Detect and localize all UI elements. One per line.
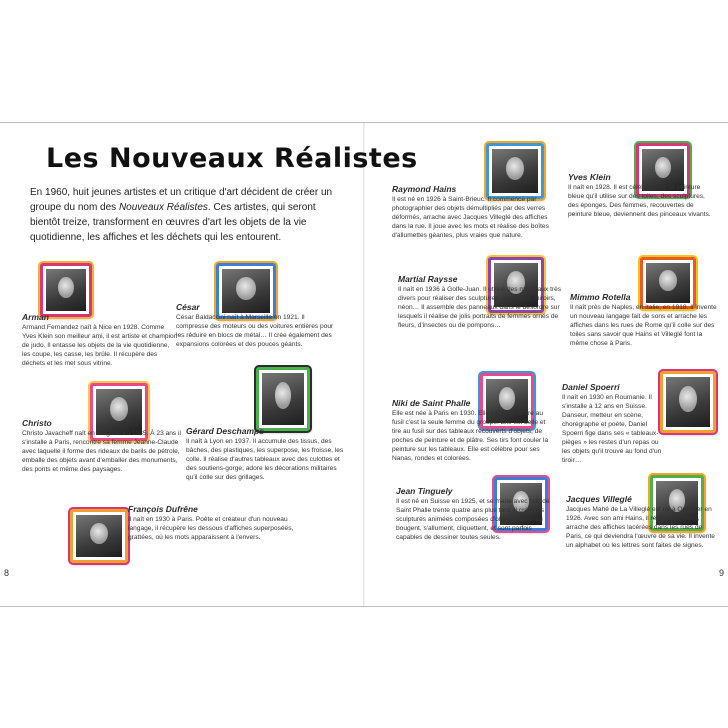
artist-entry-raysse: Martial Raysse Il naît en 1936 à Golfe-Juan. Il utilise des matériaux très divers pour réaliser des sculptures : plastique, miroirs, néon… Il assemble des panneaux dans le désordre sur lesquels il réalise de jolis portraits de femmes ornés de fleurs, d'insectes ou de pompons…	[398, 274, 562, 329]
page-title: Les Nouveaux Réalistes	[46, 143, 418, 174]
book-spread	[0, 122, 728, 607]
portrait-photo	[76, 515, 122, 557]
portrait-face	[110, 397, 128, 421]
portrait-photo	[46, 269, 86, 311]
artist-entry-tinguely: Jean Tinguely Il est né en Suisse en 1925, et se marie avec Niki de Saint Phalle trente quatre ans plus tard. Il crée des sculptures animées composées d'objets divers qui bougent, s'allument, cliquettent, et sont parfois capables de dessiner toutes seules.	[396, 486, 550, 541]
artist-entry-hains: Raymond Hains Il est né en 1926 à Saint-Brieuc. Il commence par photographier des objets démultipliés par des verres déformés, arrache avec Jacques Villeglé des affiches dans la rue. Il joue avec les mots et réalise des boîtes d'allumettes géantes, plus vraies que nature.	[392, 184, 549, 239]
artist-entry-cesar: César César Baldaccini naît à Marseille en 1921. Il compresse des moteurs ou des voitures entières pour les réduire en blocs de métal… Il crée également des expansions colorées et des pouces géants.	[176, 302, 334, 348]
arman-portrait	[40, 263, 92, 317]
page-number-left: 8	[4, 568, 10, 578]
page-gutter	[363, 123, 365, 606]
page-number-right: 9	[718, 568, 724, 578]
portrait-photo	[262, 373, 304, 425]
artist-entry-saint-phalle: Niki de Saint Phalle Elle est née à Paris en 1930. Elle est belle et tire au fusil c'est la seule femme du groupe. Elle est belle et tire au fusil sur des tableaux recouverts d'objets, de poches de peinture et de plâtre. Ses tirs font couler la peinture sur les tableaux. Elle est célèbre pour ses Nanas, rondes et colorées.	[392, 398, 549, 462]
artist-entry-arman: Arman Armand Fernandez naît à Nice en 1928. Comme Yves Klein son meilleur ami, il est artiste et champion de judo. Il entasse les objets de la vie quotidienne, les coupe, les casse, les brûle. Il récupère des déchets et les met sous vitrine.	[22, 312, 178, 367]
intro-paragraph: En 1960, huit jeunes artistes et un critique d'art décident de créer un groupe du nom des Nouveaux Réalistes. Ces artistes, qui seront bientôt treize, transforment en œuvres d'art les objets de la vie quotidienne, les affiches et les déchets qui les entourent.	[30, 187, 333, 243]
portrait-face	[679, 386, 697, 412]
portrait-photo	[666, 377, 710, 427]
artist-entry-klein: Yves Klein Il naît en 1928. Il est célèbre pour sa peinture bleue qu'il utilise sur des toiles, des sculptures, des éponges. Des femmes, recouvertes de peinture bleue, deviennent des pinceaux vivants.	[568, 172, 711, 218]
artist-entry-spoerri: Daniel Spoerri Il naît en 1930 en Roumanie. Il s'installe à 12 ans en Suisse. Danseur, metteur en scène, chorégraphe et poète, Daniel Spoerri fige dans ses « tableaux-pièges » les restes d'un repas ou les objets qu'il trouve au fond d'un tiroir…	[562, 382, 662, 464]
portrait-face	[236, 277, 255, 300]
spoerri-portrait	[660, 371, 716, 433]
artist-entry-villegle: Jacques Villeglé Jacques Mahé de La Villeglé est né à Quimper en 1926. Avec son ami Hains, il réalise ses films, arrache des affiches lacérées dans les rues de Paris, ce qui deviendra l'œuvre de sa vie. Il invente un alphabet où les lettres sont faites de signes.	[566, 494, 715, 549]
artist-entry-rotella: Mimmo Rotella Il naît près de Naples, en Italie, en 1918. Il invente un nouveau langage fait de sons et arrache les affiches dans les rues de Rome qu'il colle sur des toiles sans savoir que Hains et Villeglé font la même chose à Paris.	[570, 292, 717, 347]
deschamps-portrait	[256, 367, 310, 431]
portrait-face	[90, 523, 108, 545]
portrait-face	[506, 157, 524, 180]
artist-entry-dufrene: François Dufrêne Il naît en 1930 à Paris. Poète et créateur d'un nouveau langage, il récupère les dessous d'affiches superposées, grattées, où les mots apparaissent à l'envers.	[128, 504, 294, 541]
portrait-face	[275, 382, 292, 409]
portrait-face	[58, 277, 74, 299]
artist-entry-deschamps: Gérard Deschamps Il naît à Lyon en 1937. Il accumule des tissus, des bâches, des plastiques, les superpose, les froisse, les colle. Il réalise d'autres tableaux avec des culottes et des soutiens-gorge, adore les décorations militaires qu'il colle sur des grillages.	[186, 426, 344, 481]
dufrene-portrait	[70, 509, 128, 563]
artist-entry-christo: Christo Christo Javacheff naît en Bulgarie en 1935. À 23 ans il s'installe à Paris, rencontre sa femme Jeanne-Claude avec laquelle il forme des rideaux de barils de pétrole, emballe des objets avant d'emballer des monuments, des ponts et même des paysages.	[22, 418, 181, 473]
portrait-face	[659, 270, 677, 291]
